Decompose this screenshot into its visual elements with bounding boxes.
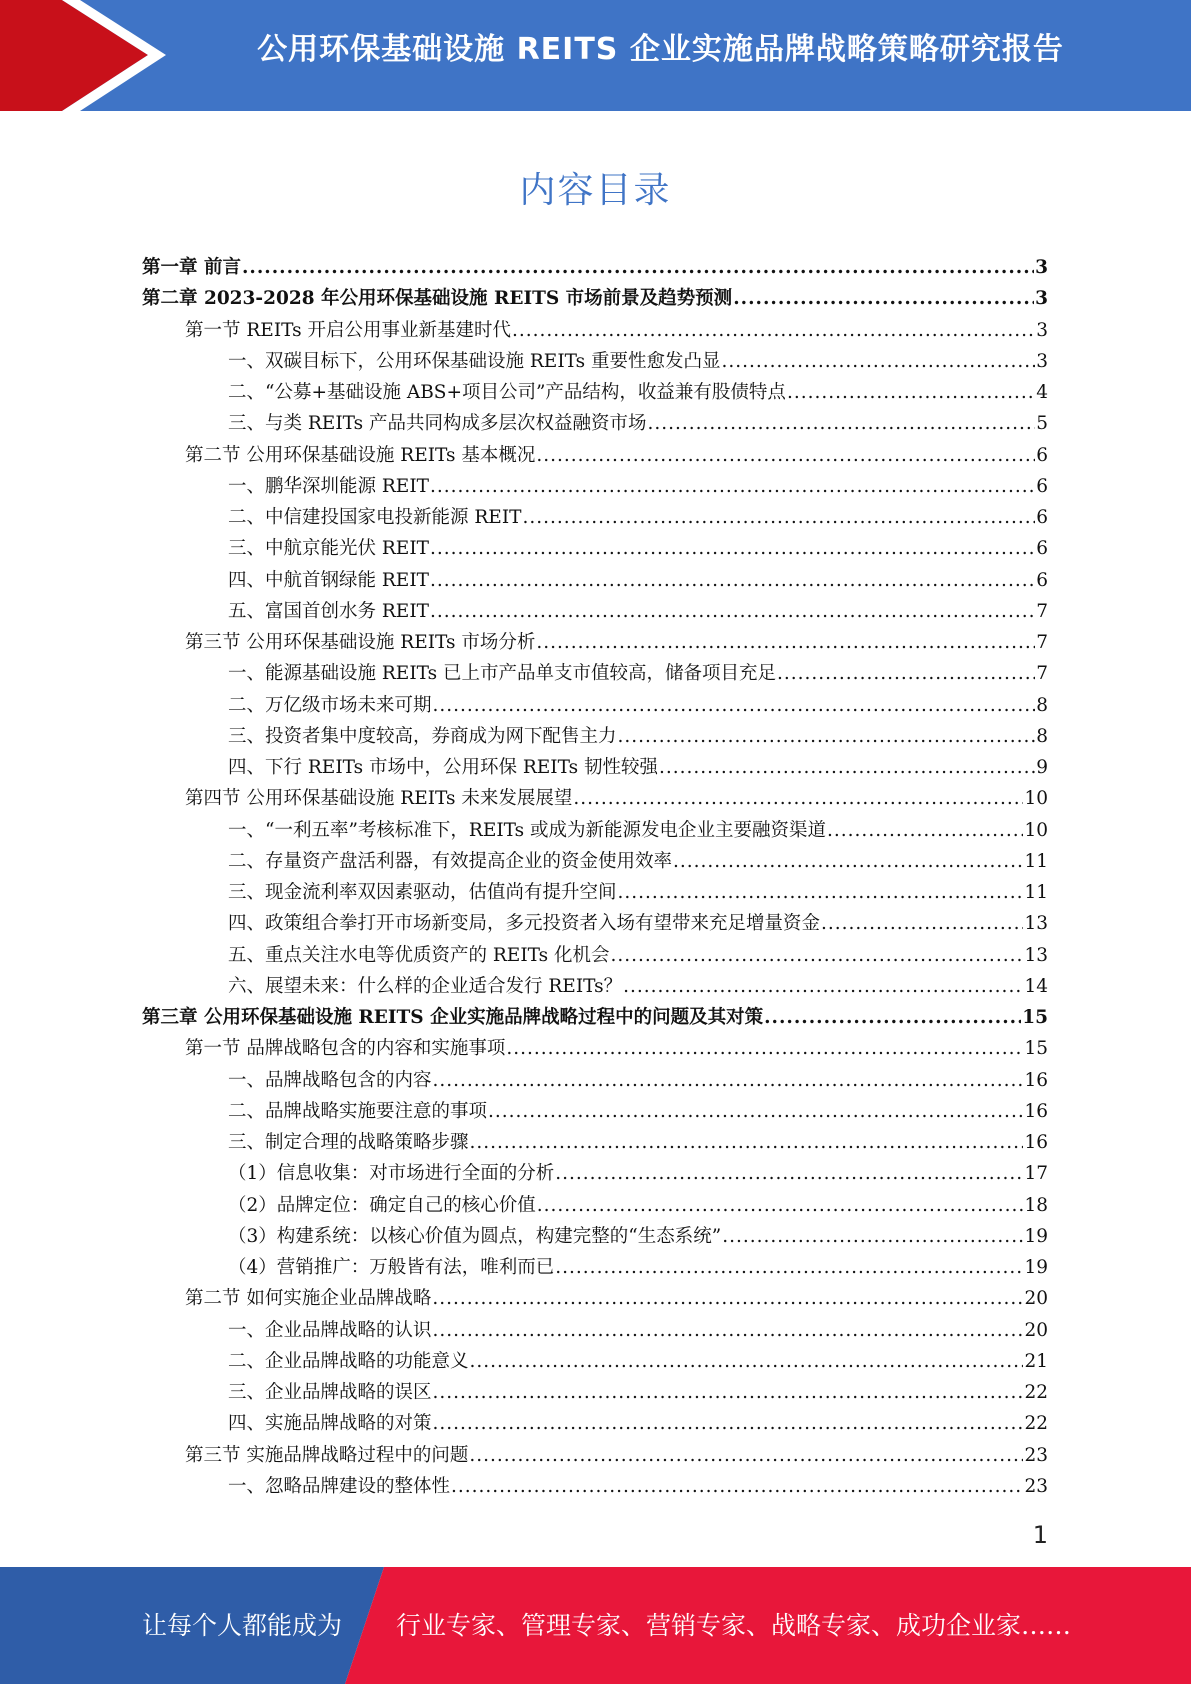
toc-entry-page: 7 [1036,663,1048,685]
toc-entry-page: 16 [1024,1100,1048,1122]
toc-entry[interactable] [142,534,1048,565]
toc-dot-leader [777,663,1035,684]
toc-entry-page: 9 [1036,757,1048,778]
toc-dot-leader [536,445,1035,466]
toc-entry-title: 四、实施品牌战略的对策 [228,1413,432,1435]
toc-entry-title: 三、投资者集中度较高，券商成为网下配售主力 [228,725,617,747]
toc-entry-title: 一、企业品牌战略的认识 [228,1319,432,1341]
toc-entry-page: 6 [1036,538,1048,560]
toc-entry-title: 第三节 实施品牌战略过程中的问题 [185,1444,469,1466]
toc-entry[interactable] [142,284,1048,315]
toc-entry-title: 四、下行 REITs 市场中，公用环保 REITs 韧性较强 [228,757,658,778]
toc-entry-title: 二、品牌战略实施要注意的事项 [228,1100,488,1122]
toc-entry-title: 第二节 如何实施企业品牌战略 [185,1288,432,1310]
toc-dot-leader [573,788,1023,809]
toc-entry-title: 二、中信建投国家电投新能源 REIT [228,507,522,528]
toc-entry[interactable] [142,441,1048,472]
toc-entry-page: 20 [1024,1319,1048,1341]
toc-entry-page: 15 [1022,1007,1048,1028]
toc-entry[interactable] [142,1066,1048,1097]
toc-dot-leader [659,757,1035,778]
toc-entry[interactable] [142,316,1048,347]
toc-entry-page: 22 [1024,1413,1048,1435]
toc-entry-page: 14 [1024,975,1048,997]
toc-entry-title: （4）营销推广：万般皆有法，唯利而已 [228,1257,555,1278]
toc-entry-title: 第一节 REITs 开启公用事业新基建时代 [185,319,511,341]
toc-entry[interactable] [142,847,1048,878]
toc-entry[interactable] [142,784,1048,815]
toc-entry-page: 3 [1036,350,1048,372]
toc-entry[interactable] [142,753,1048,784]
toc-dot-leader [555,1257,1023,1278]
toc-entry-page: 11 [1024,882,1048,903]
toc-entry-page: 10 [1024,819,1048,841]
toc-dot-leader [522,507,1035,528]
toc-entry-title: 一、忽略品牌建设的整体性 [228,1475,451,1497]
toc-dot-leader [506,1038,1023,1059]
toc-entry-page: 3 [1035,257,1048,278]
toc-entry-title: 二、“公募+基础设施 ABS+项目公司”产品结构，收益兼有股债特点 [228,382,786,403]
toc-dot-leader [470,1132,1024,1153]
toc-dot-leader [764,1007,1021,1028]
toc-entry-page: 19 [1024,1225,1048,1247]
toc-entry-page: 6 [1036,475,1048,497]
toc-entry[interactable] [142,659,1048,690]
toc-dot-leader [536,632,1035,653]
toc-entry[interactable] [142,1284,1048,1315]
toc-entry-page: 17 [1024,1163,1048,1185]
table-of-contents [142,253,1048,1503]
toc-dot-leader [821,913,1023,934]
toc-dot-leader [673,851,1023,872]
toc-entry[interactable] [142,253,1048,284]
toc-dot-leader [430,601,1035,622]
toc-dot-leader [733,288,1034,309]
toc-entry-page: 7 [1036,632,1048,653]
toc-entry[interactable] [142,503,1048,534]
report-title: 公用环保基础设施 REITS 企业实施品牌战略策略研究报告 [257,32,1064,67]
toc-entry[interactable] [142,1378,1048,1409]
page-number: 1 [1032,1521,1048,1549]
toc-dot-leader [430,538,1035,559]
toc-entry-title: 一、双碳目标下，公用环保基础设施 REITs 重要性愈发凸显 [228,350,721,372]
toc-entry-title: 四、政策组合拳打开市场新变局，多元投资者入场有望带来充足增量资金 [228,913,821,935]
toc-dot-leader [469,1445,1023,1466]
toc-entry-title: 第三章 公用环保基础设施 REITS 企业实施品牌战略过程中的问题及其对策 [142,1007,764,1028]
toc-dot-leader [555,1163,1023,1184]
toc-entry[interactable] [142,1128,1048,1159]
toc-entry[interactable] [142,691,1048,722]
toc-dot-leader [470,1351,1024,1372]
toc-entry-title: 第四节 公用环保基础设施 REITs 未来发展展望 [185,788,573,810]
toc-entry-title: 二、存量资产盘活利器，有效提高企业的资金使用效率 [228,850,673,872]
toc-entry[interactable] [142,566,1048,597]
toc-dot-leader [432,1288,1023,1309]
toc-entry-page: 19 [1024,1257,1048,1278]
toc-entry-page: 3 [1036,319,1048,341]
toc-entry-title: 二、企业品牌战略的功能意义 [228,1350,469,1372]
toc-entry[interactable] [142,628,1048,659]
toc-entry[interactable] [142,1003,1048,1034]
toc-entry-page: 5 [1036,413,1048,435]
toc-entry-title: 第三节 公用环保基础设施 REITs 市场分析 [185,632,536,653]
toc-entry-title: （1）信息收集：对市场进行全面的分析 [228,1163,555,1185]
toc-entry[interactable] [142,1159,1048,1190]
toc-entry[interactable] [142,941,1048,972]
toc-entry-title: 三、企业品牌战略的误区 [228,1382,432,1403]
toc-entry-page: 21 [1024,1350,1048,1372]
toc-entry-page: 11 [1024,850,1048,872]
toc-entry-title: 第一章 前言 [142,257,241,278]
toc-entry-title: 一、“一利五率”考核标准下，REITs 或成为新能源发电企业主要融资渠道 [228,819,827,841]
toc-entry-page: 16 [1024,1132,1048,1153]
toc-entry[interactable] [142,472,1048,503]
toc-entry-title: 第二节 公用环保基础设施 REITs 基本概况 [185,444,536,466]
toc-entry[interactable] [142,1472,1048,1503]
toc-entry-title: 二、万亿级市场未来可期 [228,694,432,716]
toc-entry-title: 第二章 2023-2028 年公用环保基础设施 REITS 市场前景及趋势预测 [142,288,733,310]
toc-dot-leader [433,1070,1024,1091]
toc-dot-leader [787,382,1035,403]
toc-entry-title: 三、中航京能光伏 REIT [228,538,429,560]
toc-dot-leader [242,257,1034,278]
page-footer [0,1567,1191,1684]
toc-entry-title: 五、富国首创水务 REIT [228,600,429,622]
toc-entry[interactable] [142,816,1048,847]
toc-entry-title: 一、鹏华深圳能源 REIT [228,475,429,497]
toc-entry-page: 13 [1024,913,1048,935]
toc-dot-leader [827,820,1023,841]
toc-entry[interactable] [142,1222,1048,1253]
toc-entry-page: 6 [1036,569,1048,591]
toc-dot-leader [433,1413,1024,1434]
toc-entry-title: 一、能源基础设施 REITs 已上市产品单支市值较高，储备项目充足 [228,663,776,685]
toc-entry-page: 8 [1036,694,1048,716]
toc-entry-page: 13 [1024,944,1048,966]
toc-dot-leader [430,476,1035,497]
toc-dot-leader [451,1476,1023,1497]
toc-entry-title: 三、制定合理的战略策略步骤 [228,1132,469,1153]
page-header [0,0,1191,111]
toc-entry[interactable] [142,1191,1048,1222]
toc-entry-page: 18 [1024,1194,1048,1216]
toc-dot-leader [722,351,1036,372]
toc-entry-page: 10 [1024,788,1048,810]
toc-entry[interactable] [142,347,1048,378]
toc-dot-leader [618,882,1024,903]
toc-dot-leader [722,1226,1023,1247]
toc-entry[interactable] [142,972,1048,1003]
toc-entry[interactable] [142,1347,1048,1378]
toc-entry[interactable] [142,1441,1048,1472]
toc-entry-page: 6 [1036,444,1048,466]
toc-entry-page: 22 [1024,1382,1048,1403]
toc-entry[interactable] [142,878,1048,909]
toc-dot-leader [648,413,1036,434]
toc-entry[interactable] [142,909,1048,940]
toc-entry-title: 六、展望未来：什么样的企业适合发行 REITs？ [228,975,623,997]
toc-dot-leader [512,320,1035,341]
toc-entry-title: （2）品牌定位：确定自己的核心价值 [228,1194,536,1216]
toc-dot-leader [433,695,1036,716]
toc-entry[interactable] [142,597,1048,628]
toc-entry[interactable] [142,1409,1048,1440]
toc-entry-page: 15 [1024,1038,1048,1060]
toc-entry-title: 第一节 品牌战略包含的内容和实施事项 [185,1038,506,1060]
toc-entry-page: 8 [1036,725,1048,747]
toc-dot-leader [430,570,1035,591]
toc-entry-page: 16 [1024,1069,1048,1091]
toc-entry-title: 三、与类 REITs 产品共同构成多层次权益融资市场 [228,413,647,435]
toc-entry[interactable] [142,1253,1048,1284]
toc-entry-page: 7 [1036,600,1048,622]
toc-entry[interactable] [142,722,1048,753]
toc-dot-leader [488,1101,1023,1122]
toc-entry-title: 五、重点关注水电等优质资产的 REITs 化机会 [228,944,610,966]
toc-entry-page: 6 [1036,507,1048,528]
toc-entry-page: 3 [1035,288,1048,310]
toc-entry[interactable] [142,1097,1048,1128]
toc-entry-title: （3）构建系统：以核心价值为圆点，构建完整的“生态系统” [228,1225,722,1247]
toc-entry[interactable] [142,1316,1048,1347]
toc-entry[interactable] [142,1034,1048,1065]
toc-entry-page: 23 [1024,1475,1048,1497]
toc-entry-title: 四、中航首钢绿能 REIT [228,569,429,591]
toc-entry[interactable] [142,378,1048,409]
toc-heading: 内容目录 [519,170,672,211]
toc-entry-title: 一、品牌战略包含的内容 [228,1069,432,1091]
toc-entry-title: 三、现金流利率双因素驱动，估值尚有提升空间 [228,882,617,903]
toc-dot-leader [433,1320,1024,1341]
toc-dot-leader [537,1195,1024,1216]
toc-dot-leader [433,1382,1024,1403]
footer-slogan-right: 行业专家、管理专家、营销专家、战略专家、成功企业家…… [396,1611,1072,1640]
toc-entry-page: 4 [1036,382,1048,403]
toc-entry-page: 23 [1024,1444,1048,1466]
footer-slogan-left: 让每个人都能成为 [142,1611,343,1640]
toc-dot-leader [623,976,1023,997]
toc-dot-leader [618,726,1036,747]
toc-entry[interactable] [142,409,1048,440]
toc-entry-page: 20 [1024,1288,1048,1310]
toc-dot-leader [611,945,1024,966]
